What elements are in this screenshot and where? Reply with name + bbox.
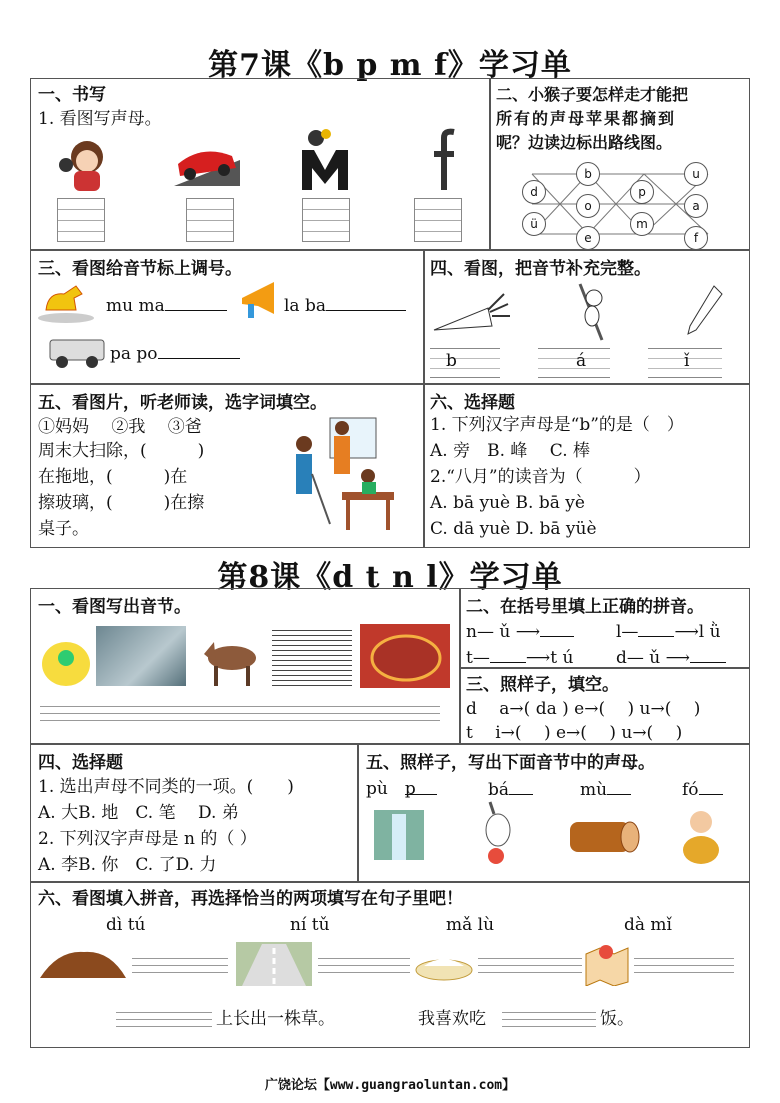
rocking-horse-picture	[36, 280, 96, 324]
l7-s2-line2: 所有的声母苹果都摘到	[496, 109, 677, 128]
apple-v[interactable]: ü	[522, 212, 546, 236]
l8-s4-q1: 1. 选出声母不同类的一项。( )	[38, 777, 294, 797]
l8-s5-i1: pù p	[366, 778, 437, 800]
l7-s4-b3: ǐ	[684, 351, 690, 371]
l8-s6-sentence2: 我喜欢吃	[418, 1009, 486, 1029]
apple-m[interactable]: m	[630, 212, 654, 236]
l7-s4-heading: 四、看图，把音节补充完整。	[430, 259, 651, 279]
l8-s6-lines4[interactable]	[634, 952, 734, 974]
donkey-picture	[192, 624, 266, 688]
l8-s5-i3: mù	[580, 778, 631, 801]
lesson7-title: 第7课《b p m f》学习单	[208, 48, 572, 83]
l8-s6-pinyin2: ní tǔ	[290, 915, 330, 935]
l7-s3-heading: 三、看图给音节标上调号。	[38, 259, 242, 279]
l7-s1-question: 1. 看图写声母。	[38, 109, 162, 129]
l7-s6-q2: 2.“八月”的读音为（ ）	[430, 467, 651, 487]
l8-s6-sentence3: 饭。	[600, 1009, 634, 1029]
l7-s5-heading: 五、看图片，听老师读，选字词填空。	[38, 393, 327, 413]
l8-s6-heading: 六、看图填入拼音，再选择恰当的两项填写在句子里吧！	[38, 889, 463, 909]
l8-s6-pinyin1: dì tú	[106, 915, 146, 935]
apple-o[interactable]: o	[576, 194, 600, 218]
apple-d[interactable]: d	[522, 180, 546, 204]
apple-f[interactable]: f	[684, 226, 708, 250]
l7-s6-a3: C. dā yuè D. bā yüè	[430, 519, 597, 539]
rain-hand-picture	[96, 626, 186, 686]
pencil-picture	[684, 284, 724, 338]
letter-f-picture	[424, 128, 464, 192]
l7-s5-line3: 擦玻璃，( )在擦	[38, 493, 205, 513]
write-box-3[interactable]	[302, 198, 350, 242]
l7-s5-line2: 在拖地，( )在	[38, 467, 188, 487]
pinyin-line-a[interactable]	[538, 348, 610, 378]
l8-s6-sentence-blank1[interactable]	[116, 1006, 212, 1028]
pinyin-line-b[interactable]	[430, 348, 500, 378]
l8-s1-writing-lines[interactable]	[40, 700, 440, 722]
l7-s4-b2: á	[576, 351, 587, 371]
l7-s2-line1: 二、小猴子要怎样走才能把	[496, 85, 689, 104]
l8-s4-a2: A. 李B. 你 C. 了D. 力	[38, 855, 217, 875]
map-picture	[584, 940, 630, 986]
l7-s5-options: ①妈妈 ②我 ③爸	[38, 417, 202, 437]
l8-s6-lines2[interactable]	[318, 952, 410, 974]
write-box-2[interactable]	[186, 198, 234, 242]
apple-p[interactable]: p	[630, 180, 654, 204]
letter-m-picture	[296, 128, 354, 192]
apple-a[interactable]: a	[684, 194, 708, 218]
l8-s3-heading: 三、照样子，填空。	[466, 675, 619, 695]
l8-s2-heading: 二、在括号里填上正确的拼音。	[466, 597, 704, 617]
l7-s3-item3: pa po	[110, 342, 240, 365]
l7-s3-item1: mu ma	[106, 294, 227, 317]
l8-s4-a1: A. 大B. 地 C. 笔 D. 弟	[38, 803, 239, 823]
l8-s5-heading: 五、照样子，写出下面音节中的声母。	[366, 753, 655, 773]
carrot-picture	[432, 286, 512, 336]
race-car-picture	[172, 140, 242, 188]
l8-s2-r1a: n— ǔ ⟶	[466, 620, 574, 643]
footer-credit: 广饶论坛【www.guangraoluntan.com】	[264, 1078, 516, 1093]
l7-s6-a1: A. 旁 B. 峰 C. 棒	[430, 441, 590, 461]
road-picture	[236, 942, 312, 986]
rabbit-radish-picture	[474, 800, 524, 866]
l7-s3-item2: la ba	[284, 294, 406, 317]
l8-s4-heading: 四、选择题	[38, 753, 123, 773]
jeep-picture	[46, 330, 110, 370]
l8-s5-i4: fó	[682, 778, 723, 801]
log-picture	[560, 812, 640, 862]
lesson8-title: 第8课《d t n l》学习单	[217, 560, 563, 595]
l7-s6-a2: A. bā yuè B. bā yè	[430, 493, 585, 513]
l8-s2-r1b: l— ⟶l ǜ	[616, 622, 721, 642]
l7-s2-line3: 呢？边读边标出路线图。	[496, 133, 673, 152]
rice-picture	[412, 946, 476, 982]
l7-s6-heading: 六、选择题	[430, 393, 515, 413]
l8-s6-lines1[interactable]	[132, 952, 228, 974]
l8-s4-q2: 2. 下列汉字声母是 n 的（ ）	[38, 829, 257, 849]
mother-picture	[52, 135, 112, 193]
l8-s6-pinyin4: dà mǐ	[624, 915, 672, 935]
l8-s3-r1: d a→( da ) e→( ) u→( )	[466, 699, 701, 719]
l8-s2-r2a: t— ⟶t ú	[466, 648, 574, 668]
l7-s5-line4: 桌子。	[38, 519, 89, 539]
l7-s4-b1: b	[446, 351, 457, 371]
l7-s5-line1: 周末大扫除，( )	[38, 441, 205, 461]
l8-s1-heading: 一、看图写出音节。	[38, 597, 191, 617]
write-box-1[interactable]	[57, 198, 105, 242]
l8-s2-r2c: d— ǔ ⟶	[616, 646, 726, 669]
l8-s6-pinyin3: mǎ lù	[446, 915, 495, 935]
drum-picture	[360, 624, 450, 688]
l8-s3-r2: t i→( ) e→( ) u→( )	[466, 723, 683, 743]
music-sheet-picture	[272, 626, 352, 686]
l7-s1-heading: 一、书写	[38, 85, 106, 105]
buddha-picture	[678, 804, 724, 866]
loudspeaker-picture	[238, 280, 282, 322]
monkey-picture	[572, 282, 612, 342]
write-box-4[interactable]	[414, 198, 462, 242]
apple-u[interactable]: u	[684, 162, 708, 186]
family-cleaning-picture	[282, 414, 398, 532]
waterfall-picture	[370, 806, 428, 864]
mud-picture	[38, 946, 128, 982]
l7-s6-q1: 1. 下列汉字声母是“b”的是（ ）	[430, 415, 684, 435]
apple-b[interactable]: b	[576, 162, 600, 186]
l8-s5-i2: bá	[488, 778, 533, 801]
chick-picture	[36, 624, 92, 690]
l8-s6-lines3[interactable]	[478, 952, 582, 974]
l8-s6-sentence1: 上长出一株草。	[216, 1009, 335, 1029]
apple-e[interactable]: e	[576, 226, 600, 250]
l8-s6-sentence-blank2[interactable]	[502, 1006, 596, 1028]
